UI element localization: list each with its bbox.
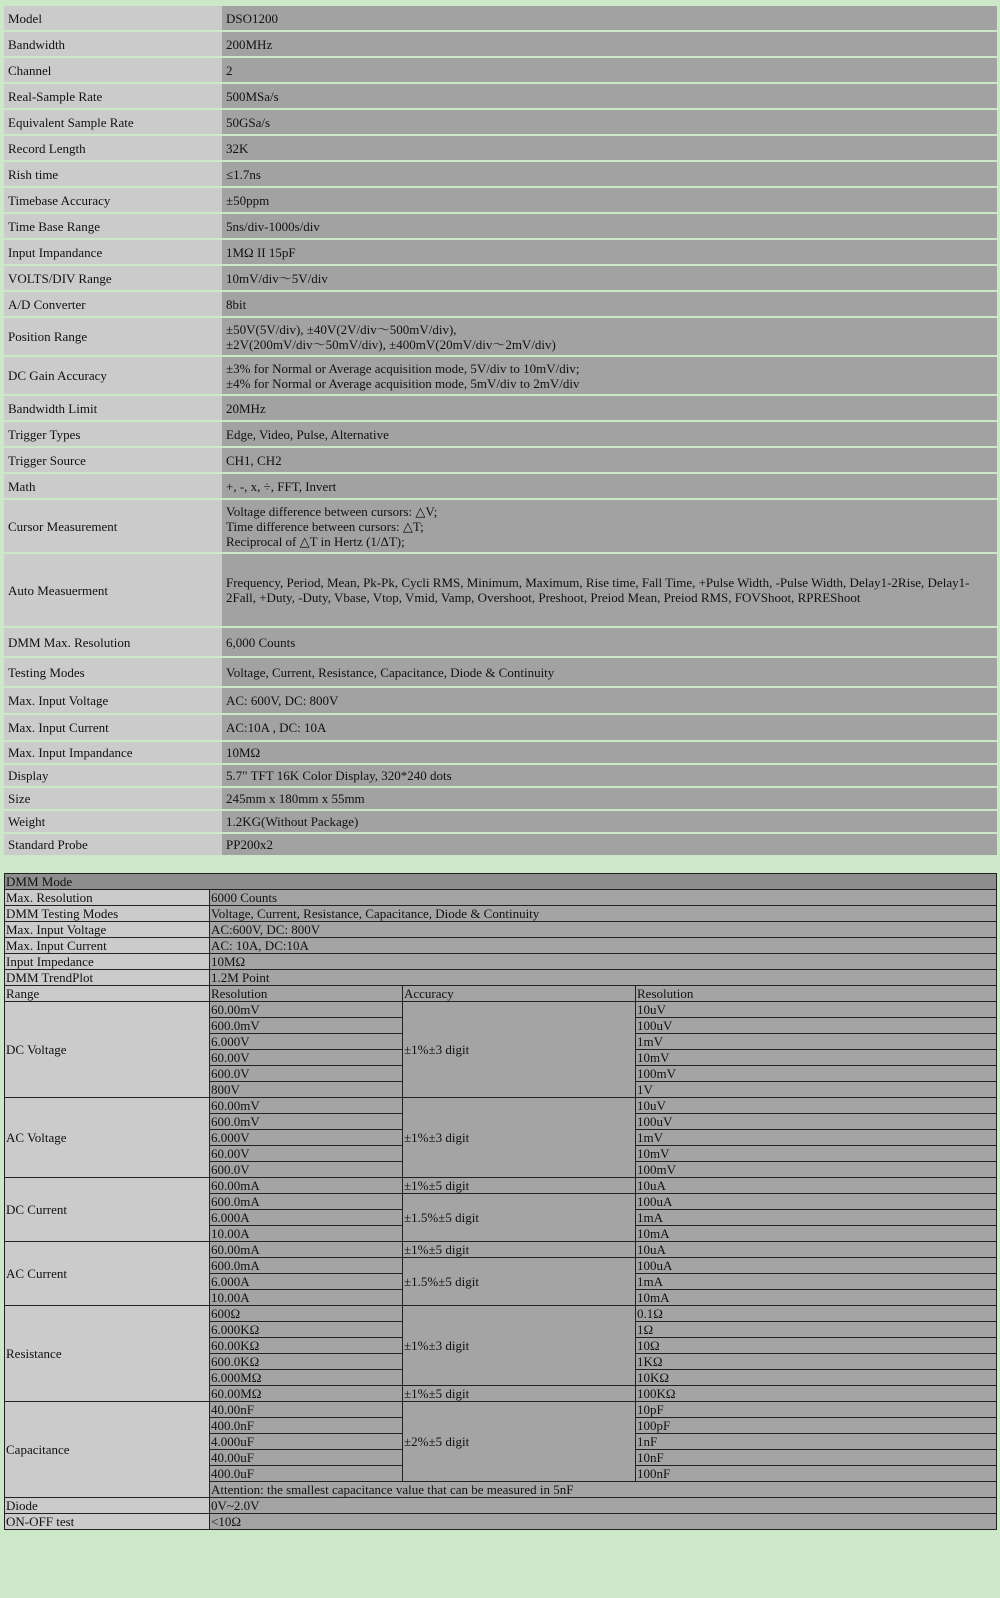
dmm-resolution: 1mV — [636, 1034, 997, 1050]
spec-value: 1.2KG(Without Package) — [222, 811, 997, 832]
dmm-range: 600.0KΩ — [210, 1354, 403, 1370]
dmm-resolution: 10Ω — [636, 1338, 997, 1354]
spec-value: Voltage difference between cursors: △V; Time difference between cursors: △T; Reciprocal of △T in Hertz (1/ΔT); — [222, 500, 997, 552]
dmm-range: 6.000MΩ — [210, 1370, 403, 1386]
dmm-resolution: 100uA — [636, 1194, 997, 1210]
dmm-resolution: 10mV — [636, 1146, 997, 1162]
spec-value: 10mV/div～5V/div — [222, 266, 997, 290]
dmm-range: 800V — [210, 1082, 403, 1098]
spec-row — [4, 765, 997, 786]
dmm-info-label: Input Impedance — [5, 954, 210, 970]
dmm-resolution: 100KΩ — [636, 1386, 997, 1402]
spec-row — [4, 396, 997, 420]
dmm-range: 60.00mA — [210, 1242, 403, 1258]
dmm-resolution: 100mV — [636, 1162, 997, 1178]
spec-row — [4, 357, 997, 394]
dmm-column-header: Resolution — [210, 986, 403, 1002]
dmm-range: 600Ω — [210, 1306, 403, 1322]
dmm-resolution: 100uV — [636, 1018, 997, 1034]
spec-row — [4, 788, 997, 809]
dmm-range: 10.00A — [210, 1290, 403, 1306]
dmm-range-row — [5, 1002, 997, 1018]
spec-value: Edge, Video, Pulse, Alternative — [222, 422, 997, 446]
spec-value: 5ns/div-1000s/div — [222, 214, 997, 238]
spec-value: 20MHz — [222, 396, 997, 420]
spec-label: DMM Max. Resolution — [4, 628, 222, 656]
spec-row — [4, 32, 997, 56]
spec-row — [4, 715, 997, 740]
dmm-resolution: 1Ω — [636, 1322, 997, 1338]
spec-value: ±50ppm — [222, 188, 997, 212]
dmm-tail-label: ON-OFF test — [5, 1514, 210, 1530]
spec-row — [4, 811, 997, 832]
spec-row — [4, 136, 997, 160]
spec-value: 245mm x 180mm x 55mm — [222, 788, 997, 809]
spec-label: Auto Measuerment — [4, 554, 222, 626]
dmm-range: 60.00KΩ — [210, 1338, 403, 1354]
spec-row — [4, 448, 997, 472]
spec-sheet — [4, 4, 997, 857]
spec-label: Testing Modes — [4, 658, 222, 686]
dmm-resolution: 10mA — [636, 1290, 997, 1306]
spec-row — [4, 422, 997, 446]
spec-value: Voltage, Current, Resistance, Capacitance, Diode & Continuity — [222, 658, 997, 686]
spec-label: Record Length — [4, 136, 222, 160]
spec-label: Weight — [4, 811, 222, 832]
dmm-info-row — [5, 890, 997, 906]
spec-value: DSO1200 — [222, 6, 997, 30]
dmm-range: 6.000A — [210, 1210, 403, 1226]
spec-value: AC: 600V, DC: 800V — [222, 688, 997, 713]
dmm-resolution: 1mV — [636, 1130, 997, 1146]
dmm-tail-value: <10Ω — [210, 1514, 997, 1530]
spec-label: Rish time — [4, 162, 222, 186]
dmm-info-row — [5, 906, 997, 922]
spec-value: 8bit — [222, 292, 997, 316]
dmm-info-row — [5, 938, 997, 954]
dmm-resolution: 1KΩ — [636, 1354, 997, 1370]
spec-label: Equivalent Sample Rate — [4, 110, 222, 134]
dmm-group-name: AC Current — [5, 1242, 210, 1306]
dmm-range: 4.000uF — [210, 1434, 403, 1450]
spec-label: Input Impandance — [4, 240, 222, 264]
dmm-resolution: 1V — [636, 1082, 997, 1098]
spec-value: Frequency, Period, Mean, Pk-Pk, Cycli RMS, Minimum, Maximum, Rise time, Fall Time, +Pulse Width, -Pulse Width, Delay1-2Rise, Delay1-2Fall, +Duty, -Duty, Vbase, Vtop, Vmid, Vamp, Overshoot, Preshoot, Preiod Mean, Preiod RMS, FOVShoot, RPREShoot — [222, 554, 997, 626]
spec-label: VOLTS/DIV Range — [4, 266, 222, 290]
dmm-tail-row — [5, 1498, 997, 1514]
dmm-group-name: Capacitance — [5, 1402, 210, 1498]
spec-row — [4, 742, 997, 763]
dmm-tail-label: Diode — [5, 1498, 210, 1514]
spec-label: Time Base Range — [4, 214, 222, 238]
dmm-range: 6.000KΩ — [210, 1322, 403, 1338]
dmm-header-row — [5, 986, 997, 1002]
dmm-resolution: 10KΩ — [636, 1370, 997, 1386]
dmm-range: 6.000V — [210, 1034, 403, 1050]
spec-row — [4, 266, 997, 290]
dmm-resolution: 10nF — [636, 1450, 997, 1466]
dmm-note: Attention: the smallest capacitance value that can be measured in 5nF — [210, 1482, 997, 1498]
dmm-range: 6.000V — [210, 1130, 403, 1146]
dmm-accuracy: ±1%±3 digit — [403, 1098, 636, 1178]
dmm-range: 40.00uF — [210, 1450, 403, 1466]
spec-value: 6,000 Counts — [222, 628, 997, 656]
dmm-column-header: Accuracy — [403, 986, 636, 1002]
dmm-info-label: Max. Input Current — [5, 938, 210, 954]
spec-row — [4, 318, 997, 355]
dmm-info-row — [5, 970, 997, 986]
spec-label: Display — [4, 765, 222, 786]
spec-value: ≤1.7ns — [222, 162, 997, 186]
spec-value: 2 — [222, 58, 997, 82]
dmm-resolution: 10uV — [636, 1098, 997, 1114]
spec-label: Max. Input Voltage — [4, 688, 222, 713]
dmm-title-row — [5, 874, 997, 890]
spec-value: 200MHz — [222, 32, 997, 56]
spec-row — [4, 628, 997, 656]
dmm-range: 600.0V — [210, 1066, 403, 1082]
dmm-range: 6.000A — [210, 1274, 403, 1290]
spec-row — [4, 214, 997, 238]
dmm-range: 60.00mV — [210, 1002, 403, 1018]
dmm-resolution: 100nF — [636, 1466, 997, 1482]
spec-row — [4, 834, 997, 855]
spec-label: Max. Input Impandance — [4, 742, 222, 763]
dmm-info-label: DMM TrendPlot — [5, 970, 210, 986]
dmm-info-value: 6000 Counts — [210, 890, 997, 906]
dmm-accuracy: ±1%±3 digit — [403, 1306, 636, 1386]
dmm-range: 600.0mV — [210, 1018, 403, 1034]
dmm-accuracy: ±1%±3 digit — [403, 1002, 636, 1098]
spec-row — [4, 188, 997, 212]
spec-label: Real-Sample Rate — [4, 84, 222, 108]
dmm-range: 60.00MΩ — [210, 1386, 403, 1402]
dmm-range: 60.00mA — [210, 1178, 403, 1194]
spec-value: 500MSa/s — [222, 84, 997, 108]
dmm-accuracy: ±1%±5 digit — [403, 1242, 636, 1258]
dmm-info-value: AC: 10A, DC:10A — [210, 938, 997, 954]
dmm-resolution: 1nF — [636, 1434, 997, 1450]
dmm-info-value: 1.2M Point — [210, 970, 997, 986]
dmm-range-row — [5, 1402, 997, 1418]
spec-label: Trigger Source — [4, 448, 222, 472]
spec-label: Bandwidth — [4, 32, 222, 56]
dmm-range: 400.0uF — [210, 1466, 403, 1482]
spec-row — [4, 6, 997, 30]
dmm-resolution: 10uA — [636, 1242, 997, 1258]
dmm-range: 60.00V — [210, 1146, 403, 1162]
spec-value: PP200x2 — [222, 834, 997, 855]
dmm-info-row — [5, 954, 997, 970]
spec-value: 50GSa/s — [222, 110, 997, 134]
dmm-range: 60.00V — [210, 1050, 403, 1066]
spec-label: DC Gain Accuracy — [4, 357, 222, 394]
dmm-resolution: 10mV — [636, 1050, 997, 1066]
dmm-info-value: Voltage, Current, Resistance, Capacitance, Diode & Continuity — [210, 906, 997, 922]
dmm-info-value: 10MΩ — [210, 954, 997, 970]
dmm-group-name: Resistance — [5, 1306, 210, 1402]
dmm-range: 600.0V — [210, 1162, 403, 1178]
dmm-accuracy: ±1%±5 digit — [403, 1386, 636, 1402]
dmm-info-label: Max. Resolution — [5, 890, 210, 906]
spec-value: 1MΩ II 15pF — [222, 240, 997, 264]
dmm-accuracy: ±1.5%±5 digit — [403, 1258, 636, 1306]
spec-label: Bandwidth Limit — [4, 396, 222, 420]
spec-value: CH1, CH2 — [222, 448, 997, 472]
dmm-resolution: 100uV — [636, 1114, 997, 1130]
spec-label: Size — [4, 788, 222, 809]
dmm-group-name: AC Voltage — [5, 1098, 210, 1178]
dmm-info-value: AC:600V, DC: 800V — [210, 922, 997, 938]
dmm-range-row — [5, 1178, 997, 1194]
spec-label: Math — [4, 474, 222, 498]
dmm-info-label: Max. Input Voltage — [5, 922, 210, 938]
spec-row — [4, 110, 997, 134]
dmm-resolution: 10mA — [636, 1226, 997, 1242]
spec-row — [4, 162, 997, 186]
dmm-accuracy: ±1%±5 digit — [403, 1178, 636, 1194]
dmm-resolution: 100uA — [636, 1258, 997, 1274]
dmm-range: 600.0mV — [210, 1114, 403, 1130]
spec-label: Position Range — [4, 318, 222, 355]
dmm-resolution: 10uV — [636, 1002, 997, 1018]
spec-row — [4, 500, 997, 552]
spec-row — [4, 688, 997, 713]
spec-label: Channel — [4, 58, 222, 82]
spec-label: Timebase Accuracy — [4, 188, 222, 212]
dmm-resolution: 0.1Ω — [636, 1306, 997, 1322]
spec-value: AC:10A , DC: 10A — [222, 715, 997, 740]
spec-row — [4, 554, 997, 626]
spec-row — [4, 240, 997, 264]
dmm-resolution: 1mA — [636, 1210, 997, 1226]
spec-value: ±3% for Normal or Average acquisition mode, 5V/div to 10mV/div; ±4% for Normal or Average acquisition mode, 5mV/div to 2mV/div — [222, 357, 997, 394]
dmm-group-name: DC Voltage — [5, 1002, 210, 1098]
dmm-resolution: 100mV — [636, 1066, 997, 1082]
dmm-accuracy: ±2%±5 digit — [403, 1402, 636, 1482]
spec-value: +, -, x, ÷, FFT, Invert — [222, 474, 997, 498]
dmm-table — [4, 873, 997, 1530]
dmm-range: 400.0nF — [210, 1418, 403, 1434]
dmm-range-row — [5, 1306, 997, 1322]
dmm-range: 600.0mA — [210, 1194, 403, 1210]
dmm-column-header: Range — [5, 986, 210, 1002]
dmm-range: 60.00mV — [210, 1098, 403, 1114]
spec-label: Trigger Types — [4, 422, 222, 446]
dmm-info-label: DMM Testing Modes — [5, 906, 210, 922]
dmm-title: DMM Mode — [5, 874, 997, 890]
dmm-accuracy: ±1.5%±5 digit — [403, 1194, 636, 1242]
dmm-range-row — [5, 1242, 997, 1258]
dmm-range: 40.00nF — [210, 1402, 403, 1418]
spec-value: 32K — [222, 136, 997, 160]
spec-label: Cursor Measurement — [4, 500, 222, 552]
spec-label: Model — [4, 6, 222, 30]
dmm-column-header: Resolution — [636, 986, 997, 1002]
spec-value: ±50V(5V/div), ±40V(2V/div～500mV/div), ±2V(200mV/div～50mV/div), ±400mV(20mV/div～2mV/div) — [222, 318, 997, 355]
spec-row — [4, 292, 997, 316]
spec-table — [4, 4, 997, 857]
dmm-range: 10.00A — [210, 1226, 403, 1242]
spec-label: Standard Probe — [4, 834, 222, 855]
dmm-tail-value: 0V~2.0V — [210, 1498, 997, 1514]
dmm-resolution: 10uA — [636, 1178, 997, 1194]
dmm-resolution: 1mA — [636, 1274, 997, 1290]
spec-row — [4, 84, 997, 108]
dmm-resolution: 100pF — [636, 1418, 997, 1434]
spec-row — [4, 58, 997, 82]
spec-row — [4, 474, 997, 498]
dmm-range: 600.0mA — [210, 1258, 403, 1274]
spec-value: 10MΩ — [222, 742, 997, 763]
spec-row — [4, 658, 997, 686]
spec-value: 5.7" TFT 16K Color Display, 320*240 dots — [222, 765, 997, 786]
dmm-tail-row — [5, 1514, 997, 1530]
spec-label: A/D Converter — [4, 292, 222, 316]
dmm-info-row — [5, 922, 997, 938]
dmm-group-name: DC Current — [5, 1178, 210, 1242]
spec-label: Max. Input Current — [4, 715, 222, 740]
dmm-range-row — [5, 1098, 997, 1114]
dmm-resolution: 10pF — [636, 1402, 997, 1418]
